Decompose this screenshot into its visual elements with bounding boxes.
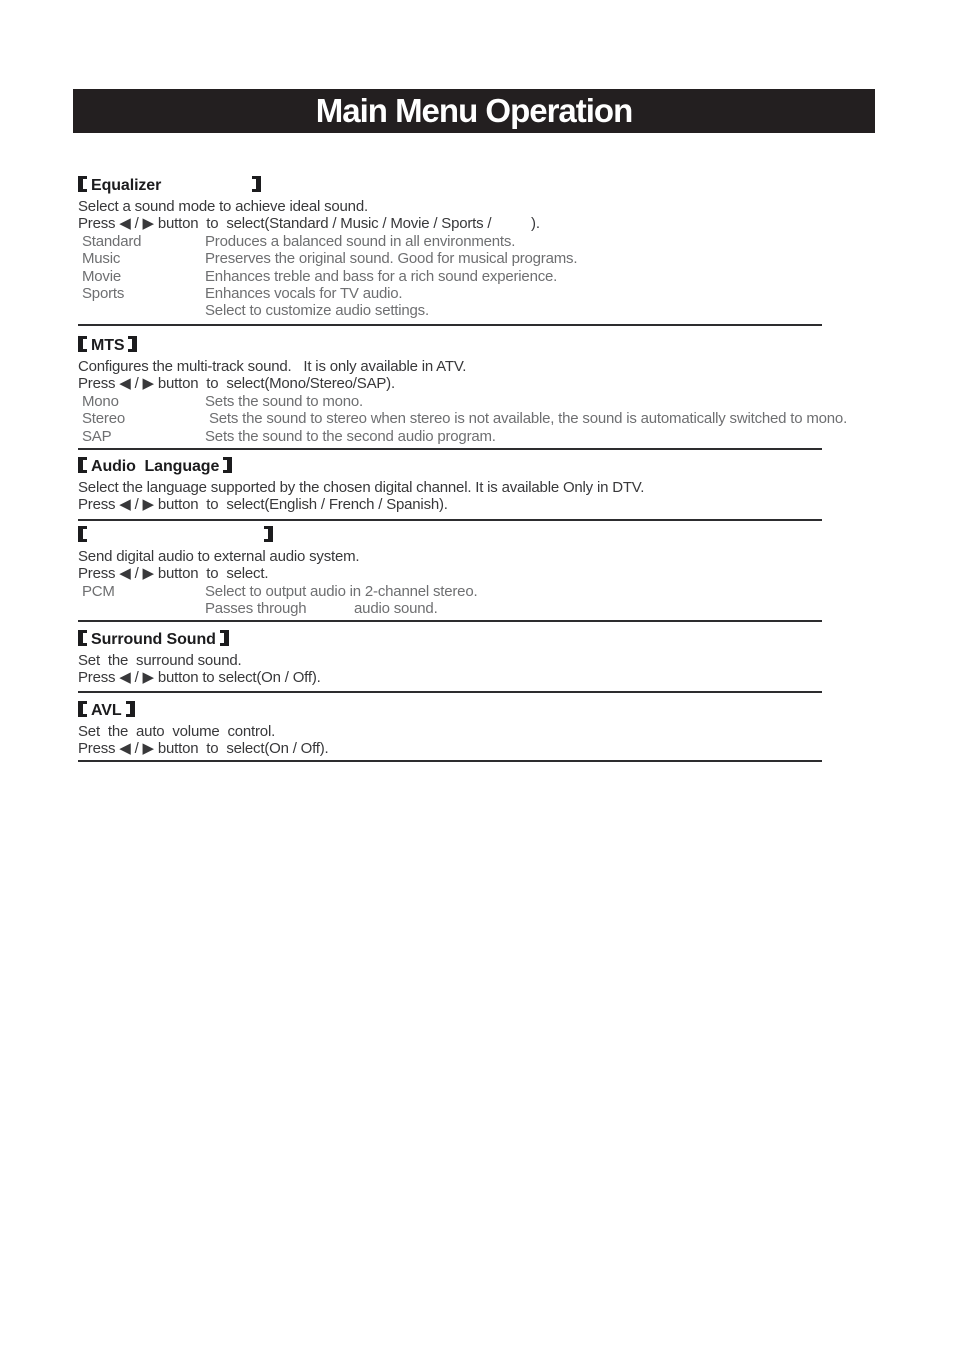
option-name: Sports	[82, 285, 125, 303]
lenticular-bracket-open-icon	[78, 336, 87, 352]
option-row	[78, 233, 938, 250]
option-name: Movie	[82, 267, 122, 285]
section-divider	[78, 691, 822, 693]
lenticular-bracket-close-icon	[264, 526, 273, 542]
section-heading	[78, 630, 938, 650]
section-digital-audio-out	[78, 526, 938, 618]
section-heading	[78, 457, 938, 477]
option-row	[78, 302, 938, 319]
option-row	[78, 428, 938, 445]
option-description: Sets the sound to mono.	[205, 392, 364, 410]
section-heading	[78, 176, 938, 196]
section-description: Set the auto volume control.	[78, 723, 276, 740]
section-divider	[78, 519, 822, 521]
lenticular-bracket-open-icon	[78, 176, 87, 192]
lenticular-bracket-open-icon	[78, 526, 87, 542]
lenticular-bracket-close-icon	[128, 336, 137, 352]
lenticular-bracket-close-icon	[126, 701, 135, 717]
lenticular-bracket-close-icon	[223, 457, 232, 473]
option-name: PCM	[82, 582, 115, 600]
press-instruction: Press ◀ / ▶ button to select.	[78, 565, 269, 583]
lenticular-bracket-close-icon	[252, 176, 261, 192]
section-heading-text: MTS	[91, 337, 125, 354]
press-instruction: Press ◀ / ▶ button to select(Standard / Music / Movie / Sports / ).	[78, 215, 540, 233]
option-name: Music	[82, 250, 121, 268]
option-name	[78, 600, 205, 617]
section-description: Set the surround sound.	[78, 652, 242, 669]
section-heading	[78, 701, 938, 721]
lenticular-bracket-open-icon	[78, 457, 87, 473]
option-name: Standard	[82, 232, 142, 250]
section-avl	[78, 701, 938, 758]
option-row	[78, 600, 938, 617]
section-description: Send digital audio to external audio system.	[78, 548, 360, 565]
option-row	[78, 583, 938, 600]
option-name: Stereo	[82, 410, 125, 428]
section-divider	[78, 760, 822, 762]
lenticular-bracket-open-icon	[78, 701, 87, 717]
section-divider	[78, 620, 822, 622]
option-description: Produces a balanced sound in all environments.	[205, 232, 516, 250]
option-description: Enhances treble and bass for a rich sound experience.	[205, 267, 558, 285]
section-heading-text: AVL	[91, 702, 122, 719]
section-equalizer	[78, 176, 938, 320]
option-description: Passes through audio sound.	[205, 600, 438, 618]
section-description: Select the language supported by the chosen digital channel. It is available Only in DTV.	[78, 479, 645, 496]
lenticular-bracket-open-icon	[78, 630, 87, 646]
page-title-bar	[73, 89, 875, 133]
option-description: Select to output audio in 2-channel stereo.	[205, 582, 478, 600]
press-instruction: Press ◀ / ▶ button to select(On / Off).	[78, 669, 321, 687]
section-heading-text: Equalizer	[91, 177, 249, 194]
press-instruction: Press ◀ / ▶ button to select(Mono/Stereo/SAP).	[78, 375, 395, 393]
section-heading-text: Audio Language	[91, 458, 220, 475]
section-divider	[78, 448, 822, 450]
section-surround-sound	[78, 630, 938, 687]
section-description: Select a sound mode to achieve ideal sound.	[78, 198, 368, 215]
option-name: Mono	[82, 392, 119, 410]
press-instruction: Press ◀ / ▶ button to select(English / French / Spanish).	[78, 496, 448, 514]
option-description: Select to customize audio settings.	[205, 302, 429, 320]
section-description: Configures the multi-track sound. It is only available in ATV.	[78, 358, 467, 375]
section-audio-language	[78, 457, 938, 514]
option-row	[78, 285, 938, 302]
option-description: Sets the sound to stereo when stereo is not available, the sound is automatically switched to mono.	[205, 410, 848, 428]
option-description: Enhances vocals for TV audio.	[205, 285, 403, 303]
section-divider	[78, 324, 822, 326]
option-description: Sets the sound to the second audio program.	[205, 427, 496, 445]
option-description: Preserves the original sound. Good for musical programs.	[205, 250, 578, 268]
option-name	[78, 302, 205, 319]
lenticular-bracket-close-icon	[220, 630, 229, 646]
option-row	[78, 268, 938, 285]
option-name: SAP	[82, 427, 112, 445]
option-row	[78, 410, 938, 427]
option-row	[78, 393, 938, 410]
page-title: Main Menu Operation	[315, 92, 633, 129]
section-mts	[78, 336, 938, 445]
press-instruction: Press ◀ / ▶ button to select(On / Off).	[78, 740, 329, 758]
section-heading	[78, 526, 938, 546]
section-heading-text	[91, 527, 260, 544]
section-heading-text: Surround Sound	[91, 631, 216, 648]
section-heading	[78, 336, 938, 356]
option-row	[78, 250, 938, 267]
